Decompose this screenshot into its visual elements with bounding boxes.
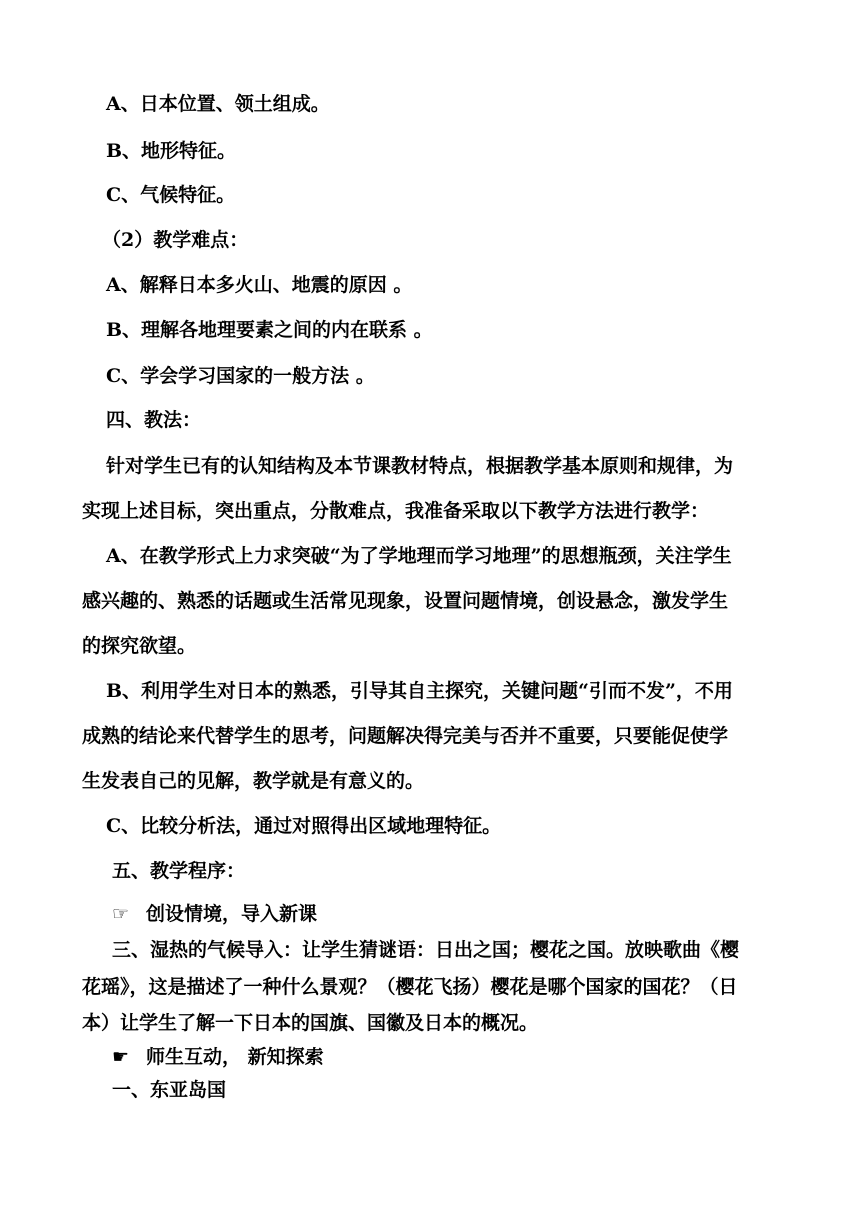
difficulties-heading: （2）教学难点：	[102, 229, 249, 251]
pointing-hand-solid-icon: ☛	[112, 1046, 130, 1068]
paragraph-line: A、在教学形式上力求突破“为了学地理而学习地理”的思想瓶颈，关注学生	[106, 545, 732, 567]
paragraph-line: 生发表自己的见解，教学就是有意义的。	[82, 770, 425, 792]
step-2-label: 师生互动， 新知探索	[146, 1046, 324, 1068]
step-line	[0, 1045, 860, 1069]
step-1-label: 创设情境，导入新课	[146, 903, 318, 925]
paragraph-line: 实现上述目标，突出重点，分散难点，我准备采取以下教学方法进行教学：	[82, 500, 710, 522]
paragraph-line: 针对学生已有的认知结构及本节课教材特点，根据教学基本原则和规律，为	[106, 455, 734, 477]
procedure-heading: 五、教学程序：	[112, 860, 246, 882]
teaching-method-heading: 四、教法：	[106, 409, 202, 431]
section-heading: 一、东亚岛国	[112, 1079, 227, 1101]
paragraph-line: 本）让学生了解一下日本的国旗、国徽及日本的概况。	[82, 1012, 539, 1034]
step-line	[0, 902, 860, 926]
paragraph-line: 感兴趣的、熟悉的话题或生活常见现象，设置问题情境，创设悬念，激发学生	[82, 590, 729, 612]
difficulty-b: B、理解各地理要素之间的内在联系 。	[106, 319, 433, 341]
key-point-c: C、气候特征。	[106, 184, 236, 206]
pointing-hand-outline-icon: ☞	[112, 903, 130, 925]
key-point-a: A、日本位置、领土组成。	[106, 93, 330, 115]
paragraph-line: C、比较分析法，通过对照得出区域地理特征。	[106, 815, 502, 837]
paragraph-line: 的探究欲望。	[82, 635, 197, 657]
paragraph-line: B、利用学生对日本的熟悉，引导其自主探究，关键问题“引而不发”，不用	[106, 680, 733, 702]
key-point-b: B、地形特征。	[106, 140, 237, 162]
difficulty-c: C、学会学习国家的一般方法 。	[106, 365, 375, 387]
paragraph-line: 三、湿热的气候导入：让学生猜谜语：日出之国；樱花之国。放映歌曲《樱	[112, 939, 740, 961]
paragraph-line: 花瑶》，这是描述了一种什么景观？（樱花飞扬）樱花是哪个国家的国花？（日	[82, 976, 738, 998]
difficulty-a: A、解释日本多火山、地震的原因 。	[106, 274, 413, 296]
paragraph-line: 成熟的结论来代替学生的思考，问题解决得完美与否并不重要，只要能促使学	[82, 725, 729, 747]
